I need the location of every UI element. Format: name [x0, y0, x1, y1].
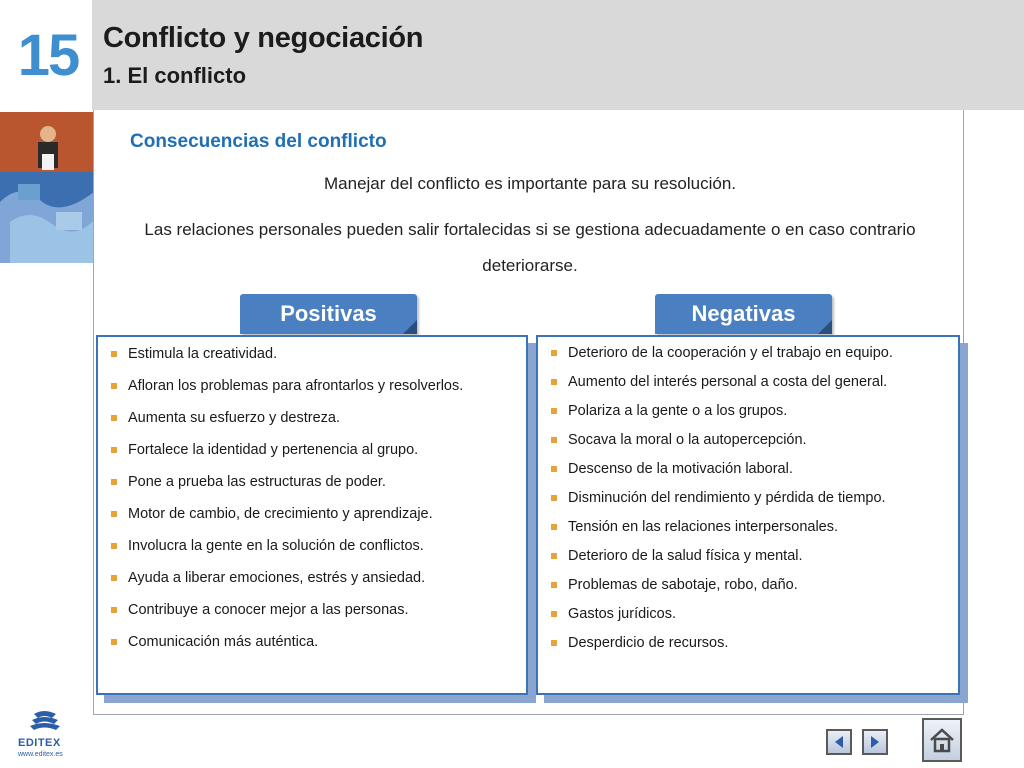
intro-paragraph: Manejar del conflicto es importante para su resolución. [324, 174, 736, 193]
negativas-item: Desperdicio de recursos. [548, 633, 950, 654]
home-icon [927, 725, 957, 755]
bullet-icon [111, 639, 117, 645]
positivas-item: Pone a prueba las estructuras de poder. [108, 472, 516, 493]
negativas-tab-curl [818, 320, 832, 334]
logo-url: www.editex.es [18, 751, 63, 758]
next-button[interactable] [862, 729, 888, 755]
positivas-item: Motor de cambio, de crecimiento y aprendizaje. [108, 504, 516, 525]
bullet-icon [551, 350, 557, 356]
page-subtitle: 1. El conflicto [103, 63, 247, 88]
bullet-icon [551, 466, 557, 472]
negativas-item: Gastos jurídicos. [548, 604, 950, 625]
bullet-icon [551, 582, 557, 588]
logo-text: EDITEX [18, 737, 61, 749]
bullet-icon [111, 511, 117, 517]
negativas-item: Descenso de la motivación laboral. [548, 459, 950, 480]
bullet-icon [551, 379, 557, 385]
negativas-panel [536, 335, 960, 695]
positivas-item: Comunicación más auténtica. [108, 632, 516, 653]
bullet-icon [111, 479, 117, 485]
positivas-item: Contribuye a conocer mejor a las personas. [108, 600, 516, 621]
bullet-icon [551, 611, 557, 617]
previous-icon [831, 734, 847, 750]
bullet-icon [551, 553, 557, 559]
relations-paragraph: Las relaciones personales pueden salir fortalecidas si se gestiona adecuadamente o en caso contrario deteriorarse. [144, 220, 916, 275]
positivas-item: Aumenta su esfuerzo y destreza. [108, 408, 516, 429]
positivas-tab: Positivas [240, 294, 417, 334]
positivas-item: Afloran los problemas para afrontarlos y resolverlos. [108, 376, 516, 397]
next-icon [867, 734, 883, 750]
bullet-icon [111, 607, 117, 613]
bullet-icon [111, 383, 117, 389]
home-button[interactable] [922, 718, 962, 762]
bullet-icon [551, 524, 557, 530]
negativas-item: Deterioro de la salud física y mental. [548, 546, 950, 567]
bullet-icon [551, 437, 557, 443]
positivas-item: Estimula la creatividad. [108, 344, 516, 365]
section-heading: Consecuencias del conflicto [130, 131, 387, 152]
negativas-tab: Negativas [655, 294, 832, 334]
bullet-icon [111, 575, 117, 581]
editex-logo-icon [12, 710, 82, 738]
negativas-item: Problemas de sabotaje, robo, daño. [548, 575, 950, 596]
positivas-item: Involucra la gente en la solución de conflictos. [108, 536, 516, 557]
previous-button[interactable] [826, 729, 852, 755]
positivas-tab-curl [403, 320, 417, 334]
negativas-item: Disminución del rendimiento y pérdida de tiempo. [548, 488, 950, 509]
page-title: Conflicto y negociación [103, 22, 424, 54]
bullet-icon [551, 408, 557, 414]
side-illustration [0, 112, 94, 263]
chapter-number: 15 [17, 23, 79, 88]
positivas-item: Fortalece la identidad y pertenencia al grupo. [108, 440, 516, 461]
header-band [92, 0, 1024, 110]
negativas-item: Socava la moral o la autopercepción. [548, 430, 950, 451]
bullet-icon [111, 415, 117, 421]
positivas-item: Ayuda a liberar emociones, estrés y ansiedad. [108, 568, 516, 589]
negativas-list [538, 337, 958, 654]
bullet-icon [111, 351, 117, 357]
negativas-item: Deterioro de la cooperación y el trabajo en equipo. [548, 343, 950, 364]
bullet-icon [111, 543, 117, 549]
negativas-item: Aumento del interés personal a costa del general. [548, 372, 950, 393]
bullet-icon [551, 640, 557, 646]
positivas-panel [96, 335, 528, 695]
bullet-icon [111, 447, 117, 453]
bullet-icon [551, 495, 557, 501]
negativas-item: Polariza a la gente o a los grupos. [548, 401, 950, 422]
negativas-item: Tensión en las relaciones interpersonales. [548, 517, 950, 538]
positivas-list [98, 337, 526, 653]
